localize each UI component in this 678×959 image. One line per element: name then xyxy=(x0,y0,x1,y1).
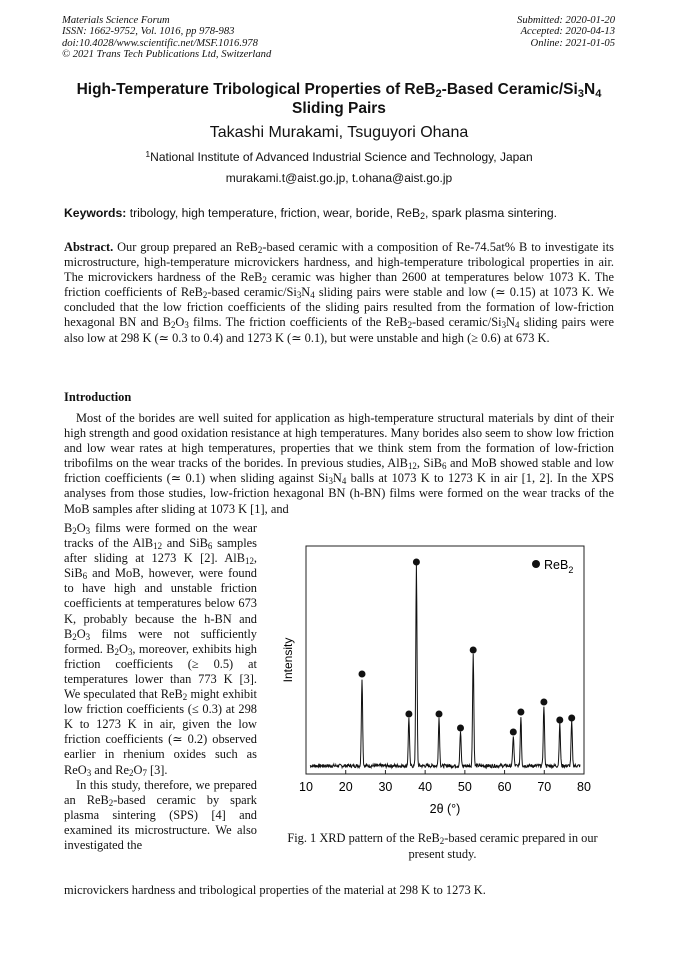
keywords-label: Keywords: xyxy=(64,206,127,220)
x-tick-label: 50 xyxy=(457,780,472,794)
peak-marker xyxy=(470,647,477,654)
peak-marker xyxy=(517,709,524,716)
peak-marker xyxy=(436,711,443,718)
x-tick-label: 10 xyxy=(299,780,313,794)
issn-line: ISSN: 1662-9752, Vol. 1016, pp 978-983 xyxy=(62,26,235,38)
peak-marker xyxy=(413,559,420,566)
peak-marker xyxy=(359,671,366,678)
intro-paragraph: Most of the borides are well suited for application as high-temperature structural materials by dint of their high strength and good oxidation resistance at high temperatures. Many borides also seem to show low friction and low wear rates at high temperatures, properties that we think stem from the formation of low-friction tribofilms on the wear tracks of the borides. In previous studies, AlB$_{12}$, SiB$_6$ and MoB showed stable and low friction coefficients (≃ 0.1) when sliding against $Si_3N_4$ balls at 1073 K to 1273 K in air [1, 2]. In the XPS analyses from those studies, low-friction hexagonal BN (h-BN) films were formed on the wear tracks of the MoB samples after sliding at 1073 K [1], and xyxy=(64,411,615,516)
paper-title: High-Temperature Tribological Properties of ReB$_2$-Based Ceramic/$Si_3N_4$ Sliding Pairs xyxy=(76,81,602,117)
x-tick-label: 20 xyxy=(338,780,353,794)
x-tick-label: 60 xyxy=(497,780,512,794)
wrap-paragraph-1: $B_2O_3$ films were formed on the wear tracks of the AlB$_{12}$ and SiB$_6$ samples after sliding at 1273 K [2]. AlB$_{12}$, SiB$_6$ and MoB, however, were found to have high and unstable friction coefficients at temperatures below 673 K, probably because the h-BN and $B_2O_3$ films were not sufficiently formed. $B_2O_3$, moreover, exhibits high friction coefficients (≥ 0.5) at temperatures lower than 773 K [3]. We speculated that ReB$_2$ might exhibit low friction coefficients (≤ 0.3) at 298 K to 1273 K in air, given the low friction coefficients (≃ 0.2) observed earlier in rhenium oxides such as ReO$_3$ and $Re_2O_7$ [3]. xyxy=(64,521,257,778)
wrap-paragraph-2: In this study, therefore, we prepared an ReB$_2$-based ceramic by spark plasma sintering (SPS) [4] and examined its microstructure. We also investigated the xyxy=(64,777,257,852)
abstract: Abstract. Our group prepared an ReB$_2$-based ceramic with a composition of Re-74.5at% B to investigate its microstructure, high-temperature microvickers hardness, and high-temperature tribological properties in air. The microvickers hardness of the ReB$_2$ ceramic was higher than 2600 at temperatures below 1073 K. The friction coefficients of ReB$_2$-based ceramic/$Si_3N_4$ sliding pairs were stable and low (≃ 0.15) at 1073 K. We concluded that the low friction coefficients of the sliding pairs resulted from the formation of low-friction hexagonal BN and $B_2O_3$ films. The friction coefficients of the ReB$_2$-based ceramic/$Si_3N_4$ sliding pairs were also low at 298 K (≃ 0.3 to 0.4) and 1273 K (≃ 0.1), but were unstable and high (≥ 0.6) at 673 K. xyxy=(64,240,614,345)
abstract-label: Abstract. xyxy=(64,240,114,254)
peak-marker xyxy=(457,725,464,732)
x-axis-label: 2θ (°) xyxy=(429,802,461,816)
copyright-line: © 2021 Trans Tech Publications Ltd, Switzerland xyxy=(62,49,272,61)
section-heading: Introduction xyxy=(64,390,132,404)
xrd-trace xyxy=(310,564,580,767)
peak-marker xyxy=(510,729,517,736)
journal-header-right xyxy=(517,15,615,49)
journal-name: Materials Science Forum xyxy=(62,15,170,26)
online-date: Online: 2021-01-05 xyxy=(530,37,615,49)
x-tick-label: 40 xyxy=(418,780,433,794)
affiliation: $^1$National Institute of Advanced Industrial Science and Technology, Japan xyxy=(145,149,533,164)
y-axis-label: Intensity xyxy=(281,637,295,683)
journal-header-left xyxy=(62,15,271,61)
accepted-date: Accepted: 2020-04-13 xyxy=(520,26,615,38)
author-list: Takashi Murakami, Tsuguyori Ohana xyxy=(209,124,469,141)
author-emails: murakami.t@aist.go.jp, t.ohana@aist.go.jp xyxy=(225,171,453,185)
keywords: Keywords: tribology, high temperature, friction, wear, boride, ReB$_2$, spark plasma sintering. xyxy=(64,206,558,222)
figure-caption: Fig. 1 XRD pattern of the ReB$_2$-based ceramic prepared in our present study. xyxy=(287,831,598,861)
legend-marker xyxy=(532,560,540,568)
peak-marker xyxy=(568,715,575,722)
submitted-date: Submitted: 2020-01-20 xyxy=(517,15,615,26)
x-tick-label: 70 xyxy=(537,780,552,794)
x-tick-label: 80 xyxy=(577,780,591,794)
intro-wrapped-text xyxy=(64,521,257,853)
doi-line: doi:10.4028/www.scientific.net/MSF.1016.978 xyxy=(62,37,258,49)
peak-marker xyxy=(540,699,547,706)
peak-marker xyxy=(556,717,563,724)
legend-label: ReB$_2$ xyxy=(544,558,574,575)
xrd-chart xyxy=(278,538,598,823)
continuation-line: microvickers hardness and tribological properties of the material at 298 K to 1273 K. xyxy=(64,883,486,897)
plot-frame xyxy=(306,546,584,774)
peak-marker xyxy=(405,711,412,718)
x-tick-label: 30 xyxy=(378,780,393,794)
